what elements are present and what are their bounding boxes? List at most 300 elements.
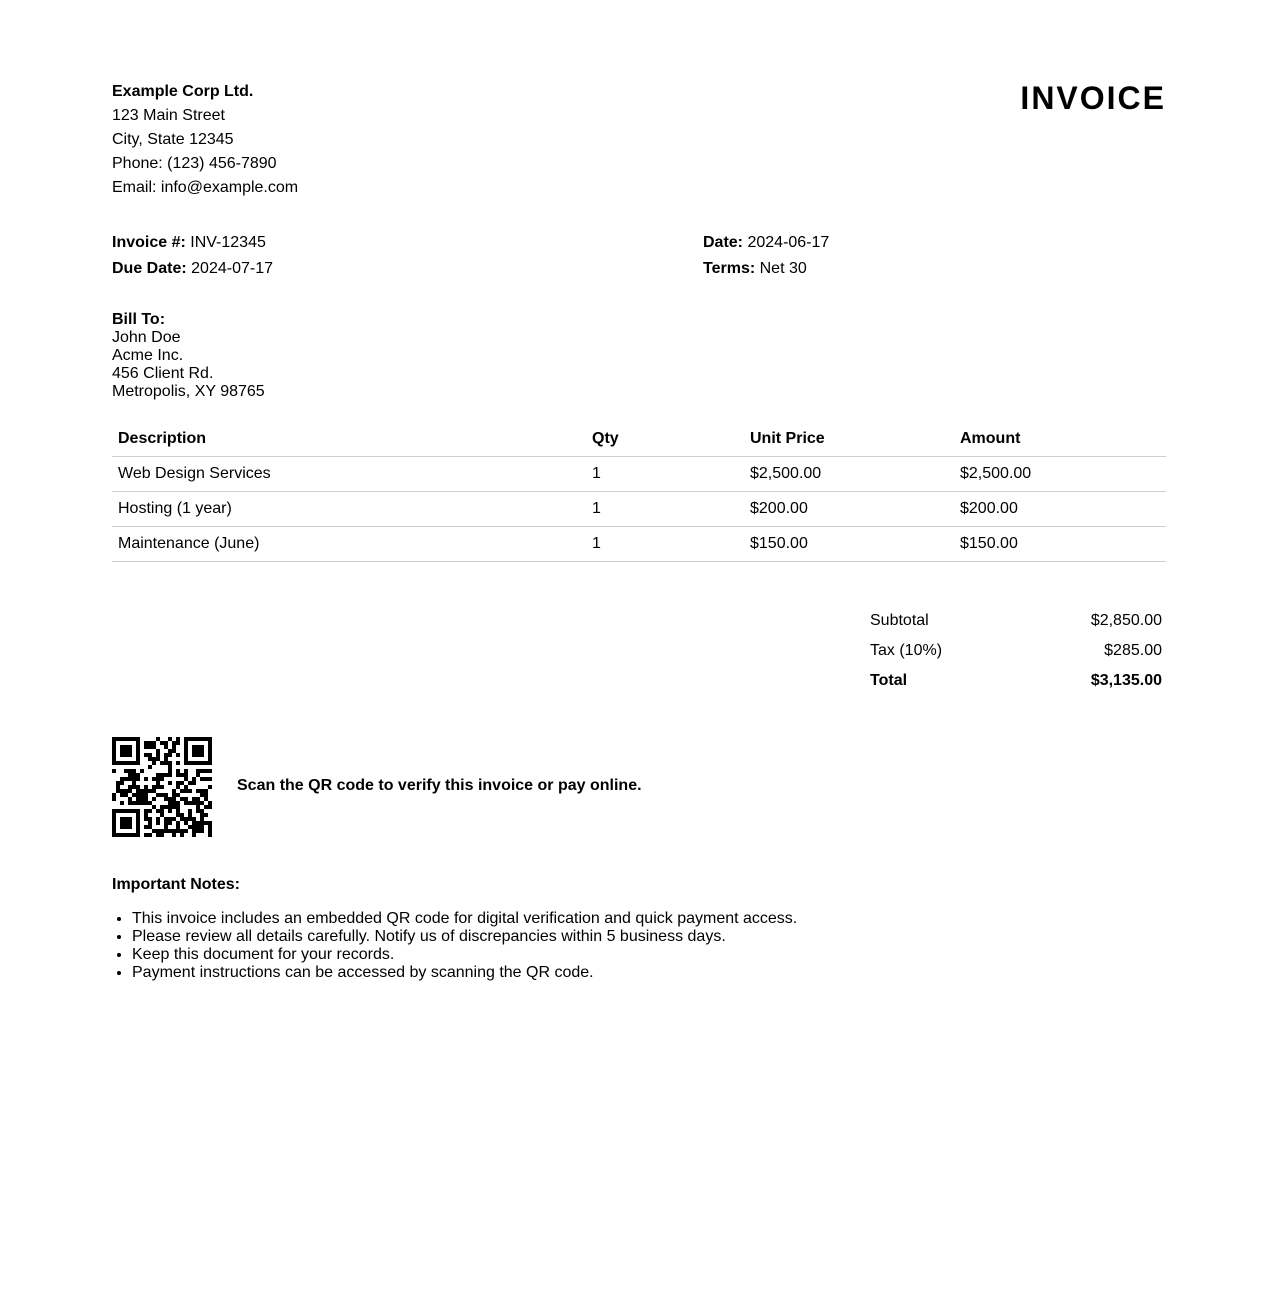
total-label: Total (870, 672, 908, 689)
qr-module (176, 781, 180, 785)
qr-module (184, 777, 188, 781)
qr-module (176, 761, 180, 765)
qr-module (120, 737, 124, 741)
date-label: Date: (703, 234, 744, 251)
tax-value: $285.00 (1104, 642, 1162, 659)
invoice-meta-left (112, 230, 273, 282)
invoice-number-row (112, 230, 273, 256)
qr-module (128, 753, 132, 757)
qr-module (168, 817, 172, 821)
qr-module (200, 817, 204, 821)
invoice-number-value: INV-12345 (190, 234, 266, 251)
qr-module (136, 777, 140, 781)
qr-module (184, 761, 188, 765)
qr-module (132, 769, 136, 773)
qr-module (136, 793, 140, 797)
company-address-line1: 123 Main Street (112, 107, 225, 124)
qr-module (208, 777, 212, 781)
tax-label: Tax (10%) (870, 642, 943, 659)
bill-to-company: Acme Inc. (112, 347, 184, 364)
qr-module (116, 737, 120, 741)
due-date-label: Due Date: (112, 260, 187, 277)
qr-module (140, 769, 144, 773)
qr-module (176, 753, 180, 757)
qr-module (128, 817, 132, 821)
cell-unit-price: $2,500.00 (744, 457, 954, 492)
qr-module (112, 761, 116, 765)
qr-module (208, 829, 212, 833)
qr-module (196, 769, 200, 773)
qr-module (172, 741, 176, 745)
qr-module (180, 797, 184, 801)
qr-module (192, 749, 196, 753)
due-date-value: 2024-07-17 (191, 260, 273, 277)
qr-module (152, 785, 156, 789)
qr-module (184, 741, 188, 745)
qr-module (184, 773, 188, 777)
qr-module (172, 829, 176, 833)
qr-module (112, 813, 116, 817)
qr-module (168, 797, 172, 801)
qr-module (204, 761, 208, 765)
qr-module (184, 789, 188, 793)
qr-module (136, 833, 140, 837)
cell-qty: 1 (586, 527, 744, 562)
qr-module (160, 777, 164, 781)
qr-module (204, 805, 208, 809)
column-header-qty: Qty (586, 421, 744, 457)
invoice-meta-right (703, 230, 829, 282)
qr-module (176, 773, 180, 777)
qr-module (192, 781, 196, 785)
qr-module (112, 753, 116, 757)
qr-module (164, 761, 168, 765)
qr-module (120, 793, 124, 797)
qr-module (200, 769, 204, 773)
terms-row (703, 256, 829, 282)
qr-module (152, 757, 156, 761)
qr-code-icon[interactable] (112, 737, 212, 837)
qr-module (204, 789, 208, 793)
qr-module (168, 765, 172, 769)
table-header-row (112, 421, 1166, 457)
qr-module (192, 797, 196, 801)
qr-module (184, 797, 188, 801)
bill-to-label: Bill To: (112, 311, 166, 328)
qr-module (136, 749, 140, 753)
qr-module (204, 737, 208, 741)
list-item: • This invoice includes an embedded QR code for digital verification and quick payment access. (132, 910, 797, 928)
qr-module (160, 773, 164, 777)
column-header-unit-price: Unit Price (744, 421, 954, 457)
qr-module (188, 801, 192, 805)
invoice-number-label: Invoice #: (112, 234, 186, 251)
qr-module (160, 829, 164, 833)
qr-module (136, 817, 140, 821)
qr-module (164, 797, 168, 801)
qr-module (136, 813, 140, 817)
qr-caption: Scan the QR code to verify this invoice or pay online. (237, 777, 642, 794)
qr-module (196, 753, 200, 757)
qr-module (116, 789, 120, 793)
qr-module (200, 789, 204, 793)
qr-module (208, 825, 212, 829)
qr-module (200, 737, 204, 741)
qr-module (188, 781, 192, 785)
qr-module (204, 813, 208, 817)
qr-module (148, 809, 152, 813)
qr-module (120, 817, 124, 821)
qr-module (204, 793, 208, 797)
cell-amount: $150.00 (954, 527, 1166, 562)
total-value: $3,135.00 (1090, 672, 1162, 689)
qr-module (160, 833, 164, 837)
total-row (866, 666, 1166, 696)
qr-module (192, 801, 196, 805)
notes-title: Important Notes: (112, 876, 240, 893)
qr-module (112, 821, 116, 825)
company-phone: Phone: (123) 456-7890 (112, 155, 277, 172)
qr-module (148, 741, 152, 745)
list-item: • Please review all details carefully. Notify us of discrepancies within 5 business days. (132, 928, 797, 946)
qr-module (116, 761, 120, 765)
date-row (703, 230, 829, 256)
qr-module (152, 741, 156, 745)
qr-module (156, 753, 160, 757)
qr-module (176, 805, 180, 809)
cell-description: Maintenance (June) (112, 527, 586, 562)
cell-amount: $2,500.00 (954, 457, 1166, 492)
qr-module (144, 809, 148, 813)
qr-module (192, 737, 196, 741)
qr-module (124, 817, 128, 821)
qr-module (200, 749, 204, 753)
qr-module (144, 745, 148, 749)
qr-module (176, 741, 180, 745)
qr-module (120, 809, 124, 813)
qr-module (112, 737, 116, 741)
qr-module (180, 789, 184, 793)
qr-module (184, 745, 188, 749)
due-date-row (112, 256, 273, 282)
qr-module (192, 745, 196, 749)
qr-module (120, 749, 124, 753)
bill-to-address-line1: 456 Client Rd. (112, 365, 214, 382)
qr-module (164, 773, 168, 777)
qr-module (180, 833, 184, 837)
qr-module (192, 833, 196, 837)
qr-module (132, 833, 136, 837)
qr-module (120, 789, 124, 793)
qr-module (204, 821, 208, 825)
qr-module (200, 761, 204, 765)
qr-module (196, 797, 200, 801)
qr-module (184, 737, 188, 741)
cell-amount: $200.00 (954, 492, 1166, 527)
company-block (112, 80, 298, 200)
qr-module (136, 801, 140, 805)
bill-to-address-line2: Metropolis, XY 98765 (112, 383, 265, 400)
qr-module (168, 809, 172, 813)
qr-module (160, 813, 164, 817)
qr-module (160, 785, 164, 789)
qr-module (200, 745, 204, 749)
qr-module (192, 829, 196, 833)
qr-module (156, 821, 160, 825)
qr-module (160, 741, 164, 745)
qr-module (200, 825, 204, 829)
qr-module (188, 813, 192, 817)
document-title: INVOICE (1020, 80, 1166, 116)
qr-module (112, 745, 116, 749)
qr-module (176, 793, 180, 797)
qr-module (176, 829, 180, 833)
cell-unit-price: $200.00 (744, 492, 954, 527)
qr-module (164, 829, 168, 833)
qr-module (124, 821, 128, 825)
qr-module (140, 789, 144, 793)
qr-module (140, 793, 144, 797)
qr-module (148, 817, 152, 821)
qr-module (124, 789, 128, 793)
qr-module (144, 741, 148, 745)
qr-module (132, 785, 136, 789)
qr-module (156, 777, 160, 781)
qr-module (120, 801, 124, 805)
qr-module (136, 761, 140, 765)
qr-module (136, 789, 140, 793)
qr-module (128, 745, 132, 749)
qr-module (196, 821, 200, 825)
qr-module (120, 753, 124, 757)
qr-module (144, 801, 148, 805)
qr-module (148, 825, 152, 829)
qr-module (128, 761, 132, 765)
qr-module (156, 749, 160, 753)
qr-module (112, 833, 116, 837)
qr-module (140, 801, 144, 805)
qr-module (208, 741, 212, 745)
qr-module (200, 777, 204, 781)
qr-module (128, 821, 132, 825)
qr-module (192, 825, 196, 829)
company-name: Example Corp Ltd. (112, 83, 254, 100)
qr-module (184, 801, 188, 805)
qr-module (208, 737, 212, 741)
qr-module (172, 789, 176, 793)
qr-module (156, 833, 160, 837)
qr-module (192, 777, 196, 781)
qr-module (144, 793, 148, 797)
qr-module (168, 805, 172, 809)
qr-module (152, 745, 156, 749)
qr-module (196, 829, 200, 833)
table-row (112, 457, 1166, 492)
qr-module (164, 745, 168, 749)
qr-module (144, 777, 148, 781)
qr-module (156, 737, 160, 741)
qr-module (196, 809, 200, 813)
qr-module (172, 833, 176, 837)
qr-module (176, 821, 180, 825)
qr-module (204, 777, 208, 781)
qr-module (120, 745, 124, 749)
qr-module (144, 753, 148, 757)
qr-module (112, 769, 116, 773)
totals-table (866, 606, 1166, 696)
company-address-line2: City, State 12345 (112, 131, 234, 148)
qr-module (124, 769, 128, 773)
qr-module (164, 817, 168, 821)
qr-module (156, 785, 160, 789)
qr-module (196, 773, 200, 777)
qr-module (184, 753, 188, 757)
qr-module (176, 769, 180, 773)
qr-module (192, 821, 196, 825)
qr-module (196, 801, 200, 805)
qr-module (132, 809, 136, 813)
qr-module (168, 781, 172, 785)
qr-module (136, 821, 140, 825)
qr-module (116, 809, 120, 813)
qr-module (188, 817, 192, 821)
qr-module (180, 817, 184, 821)
qr-module (208, 821, 212, 825)
qr-module (112, 829, 116, 833)
qr-module (148, 745, 152, 749)
qr-module (164, 825, 168, 829)
qr-module (136, 745, 140, 749)
list-item: • Keep this document for your records. (132, 946, 797, 964)
qr-module (124, 737, 128, 741)
qr-module (144, 785, 148, 789)
qr-module (168, 749, 172, 753)
date-value: 2024-06-17 (747, 234, 830, 251)
qr-module (196, 749, 200, 753)
company-email: Email: info@example.com (112, 179, 299, 196)
qr-module (152, 761, 156, 765)
qr-module (156, 817, 160, 821)
qr-module (200, 753, 204, 757)
qr-module (184, 785, 188, 789)
qr-module (132, 793, 136, 797)
qr-module (176, 825, 180, 829)
qr-module (180, 781, 184, 785)
qr-module (120, 821, 124, 825)
qr-module (144, 789, 148, 793)
cell-qty: 1 (586, 492, 744, 527)
terms-value: Net 30 (759, 260, 807, 277)
qr-module (192, 761, 196, 765)
qr-module (124, 761, 128, 765)
qr-module (156, 773, 160, 777)
qr-module (116, 833, 120, 837)
qr-module (176, 737, 180, 741)
qr-module (172, 793, 176, 797)
cell-description: Web Design Services (112, 457, 586, 492)
qr-module (112, 741, 116, 745)
qr-module (176, 813, 180, 817)
qr-module (188, 789, 192, 793)
qr-module (140, 797, 144, 801)
qr-module (136, 809, 140, 813)
qr-module (200, 801, 204, 805)
qr-module (184, 821, 188, 825)
qr-module (168, 761, 172, 765)
qr-module (172, 797, 176, 801)
qr-module (136, 797, 140, 801)
qr-module (124, 777, 128, 781)
qr-module (204, 797, 208, 801)
qr-module (136, 741, 140, 745)
qr-module (188, 825, 192, 829)
qr-module (160, 793, 164, 797)
qr-module (112, 817, 116, 821)
qr-module (196, 789, 200, 793)
qr-module (208, 805, 212, 809)
qr-module (164, 757, 168, 761)
qr-module (176, 785, 180, 789)
notes-list (112, 910, 797, 982)
qr-module (180, 813, 184, 817)
qr-module (132, 761, 136, 765)
qr-module (112, 797, 116, 801)
qr-module (132, 801, 136, 805)
qr-module (188, 761, 192, 765)
qr-module (128, 833, 132, 837)
qr-module (172, 749, 176, 753)
qr-module (164, 805, 168, 809)
qr-module (156, 809, 160, 813)
qr-module (172, 805, 176, 809)
cell-description: Hosting (1 year) (112, 492, 586, 527)
qr-module (132, 773, 136, 777)
qr-module (208, 833, 212, 837)
qr-module (152, 805, 156, 809)
qr-module (172, 745, 176, 749)
qr-module (164, 821, 168, 825)
qr-module (160, 761, 164, 765)
qr-module (124, 793, 128, 797)
qr-module (116, 785, 120, 789)
bill-to-name: John Doe (112, 329, 181, 346)
qr-module (168, 829, 172, 833)
qr-module (128, 785, 132, 789)
qr-module (144, 813, 148, 817)
qr-module (120, 833, 124, 837)
qr-module (196, 737, 200, 741)
qr-module (148, 801, 152, 805)
column-header-amount: Amount (954, 421, 1166, 457)
qr-module (180, 829, 184, 833)
qr-module (144, 825, 148, 829)
qr-module (176, 809, 180, 813)
qr-module (152, 797, 156, 801)
qr-module (120, 781, 124, 785)
qr-module (124, 749, 128, 753)
subtotal-value: $2,850.00 (1090, 612, 1162, 629)
qr-module (168, 801, 172, 805)
qr-module (188, 809, 192, 813)
qr-module (112, 793, 116, 797)
qr-module (112, 757, 116, 761)
qr-module (184, 749, 188, 753)
qr-module (180, 773, 184, 777)
qr-module (164, 793, 168, 797)
qr-module (148, 789, 152, 793)
qr-module (124, 753, 128, 757)
qr-module (120, 825, 124, 829)
